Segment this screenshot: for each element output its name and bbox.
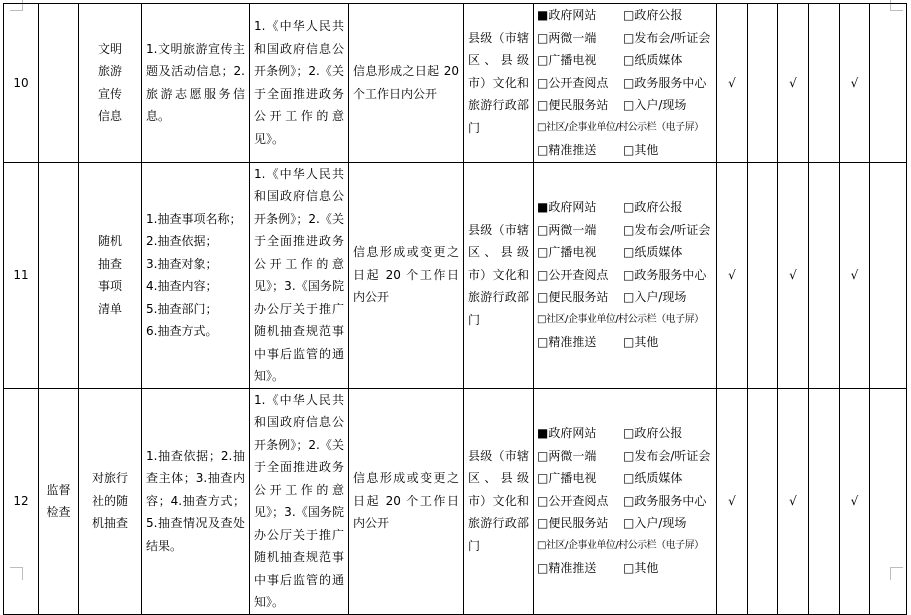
channel-row bbox=[537, 72, 713, 95]
channel-option: □两微一端 bbox=[537, 30, 597, 45]
item-name-line: 清单 bbox=[97, 301, 122, 316]
channel-row bbox=[537, 286, 713, 309]
table-row bbox=[4, 388, 907, 614]
channel-option: □发布会/听证会 bbox=[623, 448, 711, 463]
channel-option: □政务服务中心 bbox=[623, 493, 707, 508]
channel-row bbox=[537, 94, 713, 117]
item-name-line: 机抽查 bbox=[91, 516, 128, 531]
channel-row bbox=[537, 490, 713, 513]
subject-cell: 县级（市辖区、县级市）文化和旅游行政部门 bbox=[464, 162, 534, 388]
item-name-line: 社的随 bbox=[91, 493, 128, 508]
channel-option: □纸质媒体 bbox=[623, 53, 683, 67]
check-mark-cell bbox=[870, 388, 907, 614]
channel-option: □其他 bbox=[623, 561, 659, 576]
channel-row bbox=[537, 139, 713, 162]
check-mark-cell: √ bbox=[840, 388, 870, 614]
channel-row bbox=[537, 467, 713, 490]
channel-option: □公开查阅点 bbox=[537, 267, 609, 282]
content-cell: 1.抽查依据；2.抽查主体；3.抽查内容；4.抽查方式；5.抽查情况及查处结果。 bbox=[142, 388, 250, 614]
channel-option: □政府公报 bbox=[623, 200, 683, 215]
check-mark-cell: √ bbox=[717, 162, 748, 388]
channel-option: □两微一端 bbox=[537, 222, 597, 237]
channel-row bbox=[537, 219, 713, 242]
channel-row bbox=[537, 264, 713, 287]
content-line: 5.抽查部门； bbox=[146, 301, 218, 316]
category-cell bbox=[39, 4, 79, 163]
check-mark-cell: √ bbox=[840, 4, 870, 163]
check-mark-cell: √ bbox=[778, 388, 809, 614]
channel-option: ■政府网站 bbox=[537, 200, 597, 215]
item-name-line: 随机 bbox=[97, 234, 122, 248]
item-name-line: 旅游 bbox=[97, 64, 122, 79]
channel-option: □精准推送 bbox=[537, 143, 597, 157]
channel-row bbox=[537, 445, 713, 468]
channel-option: ■政府网站 bbox=[537, 8, 597, 22]
item-name-line: 对旅行 bbox=[91, 471, 128, 486]
content-cell: 1.文明旅游宣传主题及活动信息；2.旅游志愿服务信息。 bbox=[142, 4, 250, 163]
channel-cell bbox=[534, 388, 717, 614]
channel-option: □公开查阅点 bbox=[537, 493, 609, 508]
channel-option: □纸质媒体 bbox=[623, 245, 683, 260]
check-mark-cell bbox=[748, 4, 778, 163]
content-cell bbox=[142, 162, 250, 388]
check-mark-cell: √ bbox=[717, 388, 748, 614]
item-name-line: 抽查 bbox=[97, 256, 122, 271]
channel-option: □入户/现场 bbox=[623, 98, 687, 112]
channel-row bbox=[537, 241, 713, 264]
item-name-line: 信息 bbox=[97, 109, 122, 124]
channel-row bbox=[537, 309, 713, 332]
subject-cell: 县级（市辖区、县级市）文化和旅游行政部门 bbox=[464, 388, 534, 614]
channel-option: □广播电视 bbox=[537, 245, 597, 260]
channel-option: □政务服务中心 bbox=[623, 75, 707, 90]
check-mark-cell bbox=[748, 162, 778, 388]
table-row bbox=[4, 4, 907, 163]
item-name bbox=[79, 162, 142, 388]
channel-option: □公开查阅点 bbox=[537, 75, 609, 90]
channel-cell bbox=[534, 162, 717, 388]
channel-option: □社区/企事业单位/村公示栏（电子屏） bbox=[537, 313, 704, 325]
row-number: 10 bbox=[4, 4, 39, 163]
channel-row bbox=[537, 422, 713, 445]
subject-cell: 县级（市辖区、县级市）文化和旅游行政部门 bbox=[464, 4, 534, 163]
category-line: 检查 bbox=[46, 505, 71, 519]
channel-option: □其他 bbox=[623, 143, 659, 157]
channel-option: □入户/现场 bbox=[623, 290, 687, 305]
row-number: 12 bbox=[4, 388, 39, 614]
channel-row bbox=[537, 4, 713, 27]
channel-option: □广播电视 bbox=[537, 53, 597, 67]
channel-option: □便民服务站 bbox=[537, 516, 609, 531]
channel-option: □便民服务站 bbox=[537, 290, 609, 305]
item-name-line: 文明 bbox=[97, 41, 122, 56]
channel-cell bbox=[534, 4, 717, 163]
channel-option: □发布会/听证会 bbox=[623, 222, 711, 237]
channel-option: □发布会/听证会 bbox=[623, 30, 711, 45]
check-mark-cell bbox=[870, 4, 907, 163]
category-cell bbox=[39, 388, 79, 614]
channel-row bbox=[537, 27, 713, 50]
row-number: 11 bbox=[4, 162, 39, 388]
item-name bbox=[79, 388, 142, 614]
channel-row bbox=[537, 535, 713, 558]
channel-option: □政府公报 bbox=[623, 426, 683, 441]
category-line: 监督 bbox=[46, 482, 71, 497]
channel-option: □便民服务站 bbox=[537, 98, 609, 112]
channel-option: □政府公报 bbox=[623, 8, 683, 22]
category-cell bbox=[39, 162, 79, 388]
check-mark-cell: √ bbox=[778, 4, 809, 163]
channel-row bbox=[537, 49, 713, 72]
channel-option: □广播电视 bbox=[537, 471, 597, 486]
content-line: 4.抽查内容； bbox=[146, 279, 218, 293]
channel-row bbox=[537, 117, 713, 140]
basis-cell: 1.《中华人民共和国政府信息公开条例》；2.《关于全面推进政务公开工作的意见》。 bbox=[250, 4, 349, 163]
basis-cell: 1.《中华人民共和国政府信息公开条例》；2.《关于全面推进政务公开工作的意见》；3.《国务院办公厅关于推广随机抽查规范事中事后监管的通知》。 bbox=[250, 162, 349, 388]
channel-option: □两微一端 bbox=[537, 448, 597, 463]
content-line: 6.抽查方式。 bbox=[146, 324, 218, 338]
check-mark-cell: √ bbox=[840, 162, 870, 388]
channel-row bbox=[537, 557, 713, 580]
time-cell: 信息形成或变更之日起 20 个工作日内公开 bbox=[349, 162, 464, 388]
channel-row bbox=[537, 331, 713, 354]
time-cell: 信息形成之日起 20 个工作日内公开 bbox=[349, 4, 464, 163]
check-mark-cell bbox=[809, 162, 840, 388]
check-mark-cell: √ bbox=[778, 162, 809, 388]
item-name bbox=[79, 4, 142, 163]
channel-option: □社区/企事业单位/村公示栏（电子屏） bbox=[537, 539, 704, 551]
content-line: 3.抽查对象； bbox=[146, 256, 218, 271]
channel-option: □入户/现场 bbox=[623, 516, 687, 531]
table-row bbox=[4, 162, 907, 388]
channel-row bbox=[537, 512, 713, 535]
check-mark-cell bbox=[748, 388, 778, 614]
channel-option: □社区/企事业单位/村公示栏（电子屏） bbox=[537, 121, 704, 133]
content-line: 2.抽查依据； bbox=[146, 234, 218, 248]
item-name-line: 宣传 bbox=[97, 86, 122, 101]
time-cell: 信息形成或变更之日起 20 个工作日内公开 bbox=[349, 388, 464, 614]
basis-cell: 1.《中华人民共和国政府信息公开条例》；2.《关于全面推进政务公开工作的意见》；3.《国务院办公厅关于推广随机抽查规范事中事后监管的通知》。 bbox=[250, 388, 349, 614]
channel-option: □精准推送 bbox=[537, 335, 597, 350]
channel-option: ■政府网站 bbox=[537, 426, 597, 441]
content-line: 1.抽查事项名称； bbox=[146, 211, 242, 226]
check-mark-cell: √ bbox=[717, 4, 748, 163]
channel-option: □精准推送 bbox=[537, 561, 597, 576]
check-mark-cell bbox=[809, 4, 840, 163]
channel-option: □政务服务中心 bbox=[623, 267, 707, 282]
item-name-line: 事项 bbox=[97, 279, 122, 293]
check-mark-cell bbox=[870, 162, 907, 388]
channel-option: □纸质媒体 bbox=[623, 471, 683, 486]
channel-row bbox=[537, 196, 713, 219]
check-mark-cell bbox=[809, 388, 840, 614]
channel-option: □其他 bbox=[623, 335, 659, 350]
disclosure-table bbox=[3, 3, 907, 615]
